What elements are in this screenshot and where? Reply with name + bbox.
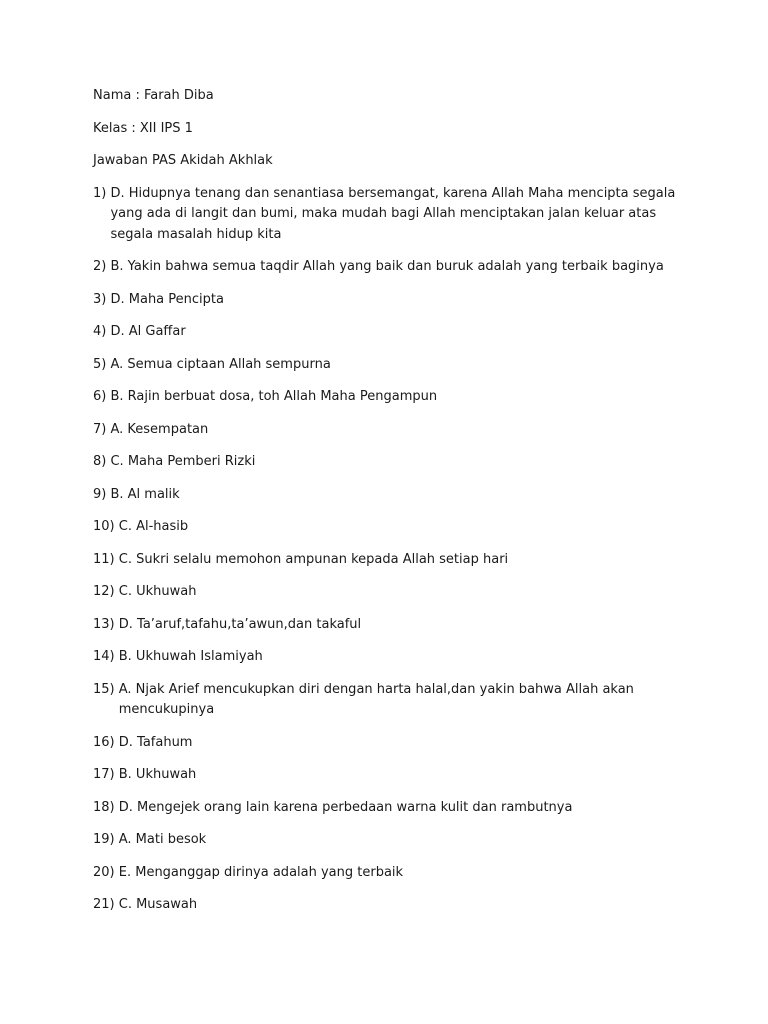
answer-number: 6): [93, 389, 111, 404]
answer-text: B. Al malik: [110, 486, 180, 502]
document-title: Jawaban PAS Akidah Akhlak: [93, 153, 273, 168]
answer-number: 19): [93, 832, 119, 847]
answer-item: [93, 647, 683, 668]
answer-text: D. Ta’aruf,tafahu,ta’awun,dan takaful: [118, 616, 362, 632]
answer-item: [93, 452, 683, 473]
answer-item: [93, 582, 683, 603]
answer-item: [93, 733, 683, 754]
answer-item: [93, 322, 683, 343]
answer-number: 3): [93, 291, 111, 307]
answer-item: [93, 290, 683, 311]
answer-item: [93, 863, 683, 884]
answer-item: [93, 517, 683, 538]
answer-text: D. Mengejek orang lain karena perbedaan warna kulit dan rambutnya: [118, 799, 573, 815]
answer-text: D. Al Gaffar: [110, 324, 186, 339]
answer-number: 2): [93, 259, 111, 274]
answer-text: B. Ukhuwah: [118, 767, 197, 782]
answer-text: A. Mati besok: [118, 832, 207, 847]
answer-text: A. Semua ciptaan Allah sempurna: [110, 356, 331, 372]
answer-number: 13): [93, 616, 119, 632]
answer-text: C. Maha Pemberi Rizki: [110, 454, 256, 469]
answer-number: 8): [93, 454, 111, 469]
answer-text: D. Tafahum: [118, 734, 193, 750]
answer-number: 5): [93, 356, 111, 372]
answer-item: [93, 615, 683, 636]
answer-text: E. Menganggap dirinya adalah yang terbaik: [118, 864, 404, 880]
answer-item: [93, 798, 683, 819]
answer-number: 21): [93, 897, 119, 912]
answer-text: C. Ukhuwah: [118, 584, 197, 599]
answer-number: 7): [93, 421, 111, 437]
answer-number: 14): [93, 649, 119, 664]
answer-item: [93, 765, 683, 786]
student-name-line: Nama : Farah Diba: [93, 88, 214, 103]
answer-number: 17): [93, 767, 119, 782]
document-body: [93, 86, 683, 928]
answer-number: 18): [93, 799, 119, 815]
answer-text: B. Yakin bahwa semua taqdir Allah yang baik dan buruk adalah yang terbaik baginya: [110, 259, 664, 274]
answer-text: D. Hidupnya tenang dan senantiasa bersemangat, karena Allah Maha mencipta segala yang ada di langit dan bumi, maka mudah bagi Allah menciptakan jalan keluar atas segala masalah hidup kita: [110, 185, 676, 242]
answer-item: [93, 387, 683, 408]
answer-item: [93, 420, 683, 441]
answer-text: C. Sukri selalu memohon ampunan kepada Allah setiap hari: [118, 551, 509, 567]
answer-item: [93, 830, 683, 851]
answer-text: B. Rajin berbuat dosa, toh Allah Maha Pengampun: [110, 389, 438, 404]
answer-number: 1): [93, 185, 111, 201]
answer-text: A. Kesempatan: [110, 421, 209, 437]
answer-number: 15): [93, 681, 119, 697]
student-class-line: Kelas : XII IPS 1: [93, 120, 193, 136]
answer-item: [93, 550, 683, 571]
answer-text: D. Maha Pencipta: [110, 291, 224, 307]
answer-text: C. Musawah: [118, 897, 198, 912]
answer-number: 12): [93, 584, 119, 599]
answer-number: 16): [93, 734, 119, 750]
answer-number: 4): [93, 324, 111, 339]
answer-item: [93, 355, 683, 376]
answer-number: 10): [93, 519, 119, 534]
answer-text: B. Ukhuwah Islamiyah: [118, 649, 263, 664]
answer-item: [93, 184, 683, 246]
answer-list: [93, 184, 683, 916]
answer-number: 20): [93, 864, 119, 880]
answer-item: [93, 257, 683, 278]
answer-number: 9): [93, 486, 111, 502]
answer-item: [93, 680, 683, 721]
answer-number: 11): [93, 551, 119, 567]
answer-item: [93, 895, 683, 916]
answer-text: C. Al-hasib: [118, 519, 189, 534]
answer-item: [93, 485, 683, 506]
answer-text: A. Njak Arief mencukupkan diri dengan harta halal,dan yakin bahwa Allah akan mencukupinya: [118, 681, 634, 717]
